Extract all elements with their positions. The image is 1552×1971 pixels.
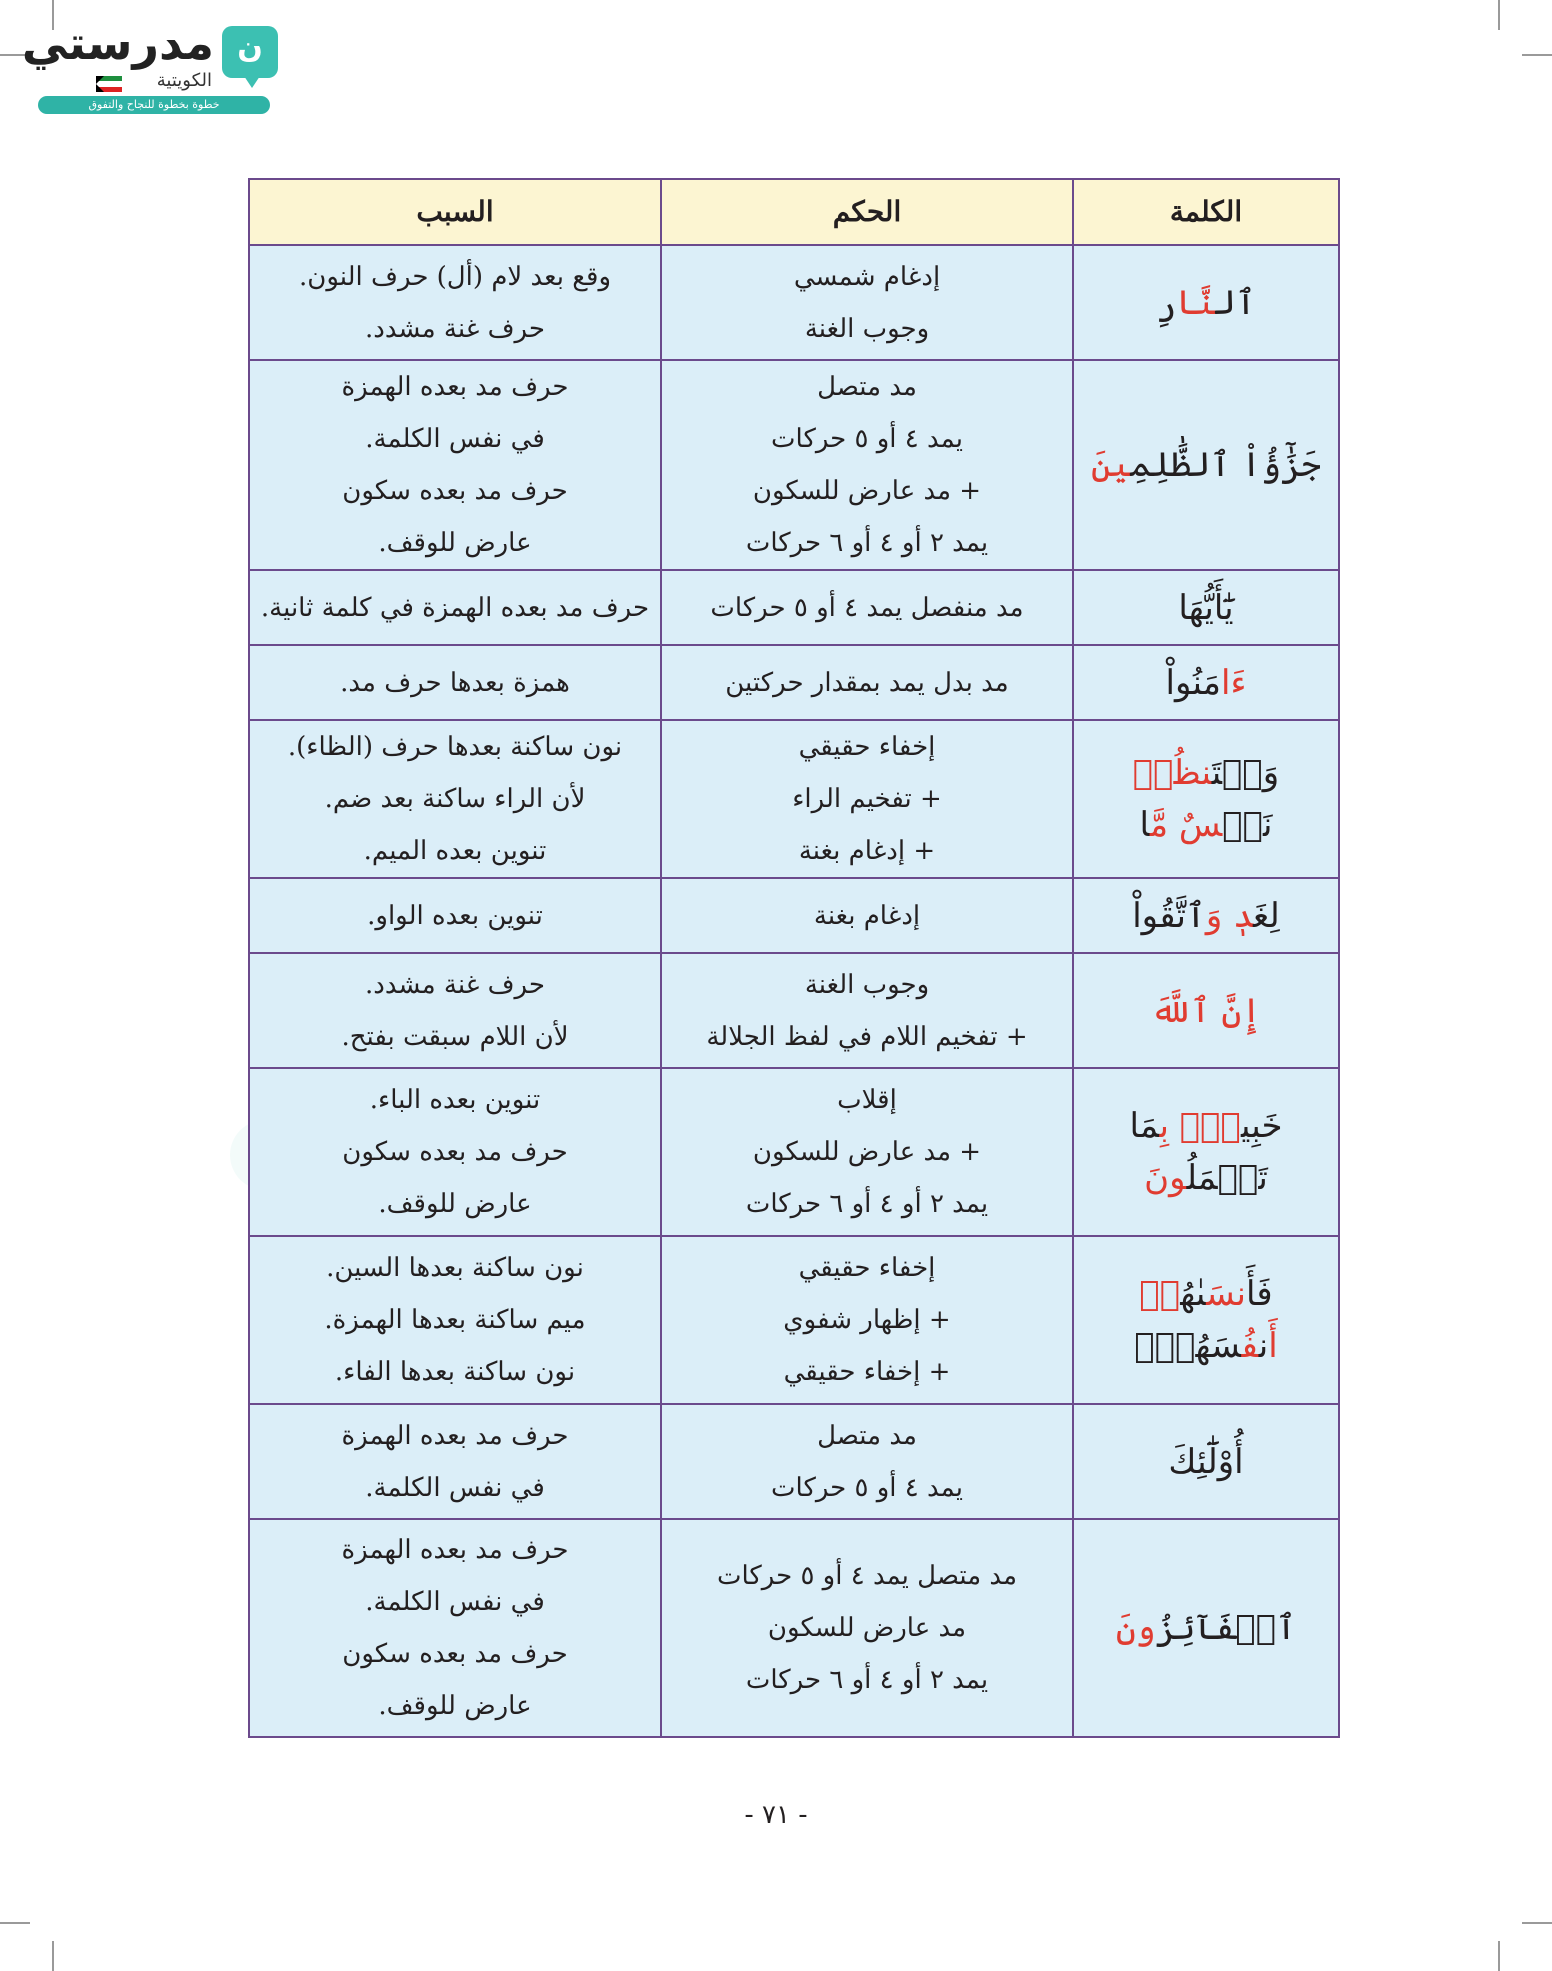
reason-cell bbox=[249, 1404, 661, 1519]
word-segment: وَلۡتَ bbox=[1211, 753, 1280, 793]
crop-mark bbox=[1498, 1941, 1500, 1971]
table-row bbox=[249, 1068, 1339, 1236]
reason-line: وقع بعد لام (أل) حرف النون. bbox=[298, 261, 612, 292]
reason-line: في نفس الكلمة. bbox=[365, 1472, 545, 1503]
rule-cell bbox=[661, 878, 1073, 953]
rule-line: يمد ٢ أو ٤ أو ٦ حركات bbox=[745, 1189, 989, 1219]
rule-cell bbox=[661, 953, 1073, 1068]
rule-line: مد متصل bbox=[817, 1420, 917, 1451]
reason-cell bbox=[249, 645, 661, 720]
reason-line: همزة بعدها حرف مد. bbox=[340, 667, 570, 698]
reason-line: نون ساكنة بعدها الفاء. bbox=[334, 1357, 576, 1387]
reason-line: حرف غنة مشدد. bbox=[365, 313, 545, 344]
rule-line: + إخفاء حقيقي bbox=[783, 1357, 951, 1387]
quran-word-cell bbox=[1073, 720, 1339, 878]
quran-word-cell bbox=[1073, 1404, 1339, 1519]
reason-cell bbox=[249, 1068, 661, 1236]
quran-word-cell bbox=[1073, 360, 1339, 570]
reason-line: حرف غنة مشدد. bbox=[365, 969, 545, 1000]
word-segment: مَا تَعۡمَلُ bbox=[1129, 1106, 1268, 1198]
rule-line: + تفخيم اللام في لفظ الجلالة bbox=[706, 1021, 1028, 1052]
table-row bbox=[249, 878, 1339, 953]
table-row bbox=[249, 245, 1339, 360]
word-segment: جَزَٰٓؤُاْ ٱلظَّٰلِمِ bbox=[1130, 445, 1321, 485]
quran-word-cell bbox=[1073, 878, 1339, 953]
highlighted-letters: نسَ bbox=[1206, 1274, 1246, 1314]
site-logo bbox=[21, 16, 278, 120]
rule-line: إدغام شمسي bbox=[793, 261, 941, 292]
reason-line: ميم ساكنة بعدها الهمزة. bbox=[324, 1305, 586, 1335]
rule-cell bbox=[661, 1404, 1073, 1519]
word-segment: فَأَ bbox=[1245, 1274, 1273, 1314]
quran-word-cell bbox=[1073, 1236, 1339, 1404]
crop-mark bbox=[1522, 54, 1552, 56]
word-segment: ٱل bbox=[1215, 282, 1256, 323]
reason-cell bbox=[249, 878, 661, 953]
rule-line: إخفاء حقيقي bbox=[798, 1253, 936, 1283]
rule-cell bbox=[661, 720, 1073, 878]
kuwait-flag-icon bbox=[96, 76, 122, 92]
table-row bbox=[249, 1519, 1339, 1737]
word-segment: ىٰهُ bbox=[1180, 1274, 1207, 1314]
rule-line: + مد عارض للسكون bbox=[752, 1137, 982, 1167]
crop-mark bbox=[1522, 1922, 1552, 1924]
quran-word-cell bbox=[1073, 570, 1339, 645]
reason-line: في نفس الكلمة. bbox=[365, 1587, 545, 1617]
rule-line: يمد ٤ أو ٥ حركات bbox=[771, 424, 963, 454]
word-segment: سَهُمۡۚ bbox=[1134, 1326, 1242, 1366]
word-segment: نَفۡ bbox=[1222, 805, 1273, 845]
table-row bbox=[249, 1236, 1339, 1404]
highlighted-letters: نَّا bbox=[1176, 282, 1216, 323]
word-segment: ن bbox=[1258, 1326, 1269, 1366]
quran-word-cell bbox=[1073, 1519, 1339, 1737]
rule-cell bbox=[661, 1236, 1073, 1404]
rule-line: إخفاء حقيقي bbox=[798, 732, 936, 762]
rule-line: وجوب الغنة bbox=[804, 969, 930, 1000]
page-number: - ٧١ - bbox=[744, 1800, 808, 1830]
reason-cell bbox=[249, 570, 661, 645]
reason-line: حرف مد بعده الهمزة bbox=[341, 1535, 569, 1565]
word-segment: لِغَ bbox=[1253, 895, 1280, 936]
rule-cell bbox=[661, 1068, 1073, 1236]
highlighted-letters: إِنَّ ٱللَّهَ bbox=[1150, 990, 1262, 1031]
table-row bbox=[249, 1404, 1339, 1519]
rule-cell bbox=[661, 570, 1073, 645]
quran-word-cell bbox=[1073, 953, 1339, 1068]
rule-cell bbox=[661, 645, 1073, 720]
reason-line: حرف مد بعده الهمزة bbox=[341, 372, 569, 402]
rule-line: + إظهار شفوي bbox=[783, 1305, 951, 1335]
rule-cell bbox=[661, 1519, 1073, 1737]
reason-line: عارض للوقف. bbox=[378, 1691, 532, 1721]
rule-line: مد عارض للسكون bbox=[767, 1613, 967, 1643]
logo-title: مدرستي bbox=[21, 16, 214, 70]
highlighted-letters: ونَ bbox=[1115, 1608, 1156, 1648]
logo-tagline: خطوة بخطوة للنجاح والتفوق bbox=[38, 96, 270, 114]
quran-word-cell bbox=[1073, 1068, 1339, 1236]
tajweed-table bbox=[248, 178, 1340, 1738]
reason-cell bbox=[249, 245, 661, 360]
quran-word-cell bbox=[1073, 645, 1339, 720]
highlighted-letters: نظُ bbox=[1173, 753, 1212, 793]
rule-line: + إدغام بغنة bbox=[798, 836, 936, 866]
crop-mark bbox=[1498, 0, 1500, 30]
highlighted-letters: ءَا bbox=[1221, 662, 1247, 703]
highlighted-letters: ينَ bbox=[1091, 445, 1131, 485]
reason-line: حرف مد بعده سكون bbox=[342, 1137, 568, 1167]
header-word: الكلمة bbox=[1073, 179, 1339, 245]
highlighted-letters: فُ bbox=[1241, 1326, 1259, 1366]
rule-line: مد بدل يمد بمقدار حركتين bbox=[725, 667, 1009, 698]
word-segment: رِ bbox=[1156, 282, 1177, 323]
table-row bbox=[249, 360, 1339, 570]
highlighted-letters: مۡ أَ bbox=[1139, 1274, 1278, 1366]
table-row bbox=[249, 720, 1339, 878]
rule-cell bbox=[661, 360, 1073, 570]
reason-line: عارض للوقف. bbox=[378, 1189, 532, 1219]
reason-line: عارض للوقف. bbox=[378, 528, 532, 558]
rule-line: يمد ٢ أو ٤ أو ٦ حركات bbox=[745, 1665, 989, 1695]
reason-cell bbox=[249, 953, 661, 1068]
reason-line: لأن الراء ساكنة بعد ضم. bbox=[324, 784, 586, 814]
rule-line: + تفخيم الراء bbox=[792, 784, 942, 814]
rule-line: + مد عارض للسكون bbox=[752, 476, 982, 506]
word-segment: مَنُواْ bbox=[1165, 662, 1222, 703]
header-reason: السبب bbox=[249, 179, 661, 245]
rule-line: إدغام بغنة bbox=[813, 900, 921, 931]
rule-line: يمد ٢ أو ٤ أو ٦ حركات bbox=[745, 528, 989, 558]
word-segment: يَٰٓأَيُّهَا bbox=[1178, 587, 1234, 628]
word-segment: خَبِي bbox=[1240, 1106, 1283, 1146]
reason-cell bbox=[249, 720, 661, 878]
rule-line: يمد ٤ أو ٥ حركات bbox=[771, 1472, 963, 1503]
header-rule: الحكم bbox=[661, 179, 1073, 245]
table-row bbox=[249, 953, 1339, 1068]
reason-line: حرف مد بعده الهمزة في كلمة ثانية. bbox=[260, 592, 650, 623]
word-segment: ٱلۡفَآئِزُ bbox=[1155, 1608, 1297, 1648]
reason-line: في نفس الكلمة. bbox=[365, 424, 545, 454]
highlighted-letters: سٌ مَّ bbox=[1149, 805, 1223, 845]
reason-cell bbox=[249, 1519, 661, 1737]
reason-line: حرف مد بعده الهمزة bbox=[341, 1420, 569, 1451]
reason-line: حرف مد بعده سكون bbox=[342, 476, 568, 506]
quran-word-cell bbox=[1073, 245, 1339, 360]
highlighted-letters: ونَ bbox=[1144, 1158, 1187, 1198]
table-row bbox=[249, 570, 1339, 645]
highlighted-letters: دٖ وَ bbox=[1205, 895, 1253, 936]
rule-cell bbox=[661, 245, 1073, 360]
logo-subtitle: الكويتية bbox=[156, 70, 212, 91]
rule-line: مد منفصل يمد ٤ أو ٥ حركات bbox=[710, 592, 1024, 623]
highlighted-letters: رۡ bbox=[1132, 753, 1174, 793]
rule-line: وجوب الغنة bbox=[804, 313, 930, 344]
rule-line: مد متصل يمد ٤ أو ٥ حركات bbox=[716, 1561, 1017, 1591]
reason-line: تنوين بعده الواو. bbox=[367, 900, 543, 931]
reason-line: تنوين بعده الميم. bbox=[363, 836, 547, 866]
word-segment: ٱتَّقُواْ bbox=[1132, 895, 1206, 936]
word-segment: أُوْلَٰٓئِكَ bbox=[1168, 1441, 1244, 1482]
rule-line: مد متصل bbox=[817, 372, 917, 402]
rule-line: إقلاب bbox=[837, 1085, 897, 1115]
reason-line: لأن اللام سبقت بفتح. bbox=[341, 1021, 569, 1052]
reason-line: حرف مد بعده سكون bbox=[342, 1639, 568, 1669]
logo-icon: ن bbox=[222, 26, 278, 78]
highlighted-letters: رُۢ بِ bbox=[1159, 1106, 1241, 1146]
reason-cell bbox=[249, 360, 661, 570]
reason-cell bbox=[249, 1236, 661, 1404]
reason-line: تنوين بعده الباء. bbox=[369, 1085, 541, 1115]
reason-line: نون ساكنة بعدها حرف (الظاء). bbox=[287, 732, 623, 762]
table-row bbox=[249, 645, 1339, 720]
table-header-row bbox=[249, 179, 1339, 245]
crop-mark bbox=[0, 1922, 30, 1924]
word-segment: ا bbox=[1139, 805, 1150, 845]
crop-mark bbox=[52, 1941, 54, 1971]
reason-line: نون ساكنة بعدها السين. bbox=[326, 1253, 584, 1283]
